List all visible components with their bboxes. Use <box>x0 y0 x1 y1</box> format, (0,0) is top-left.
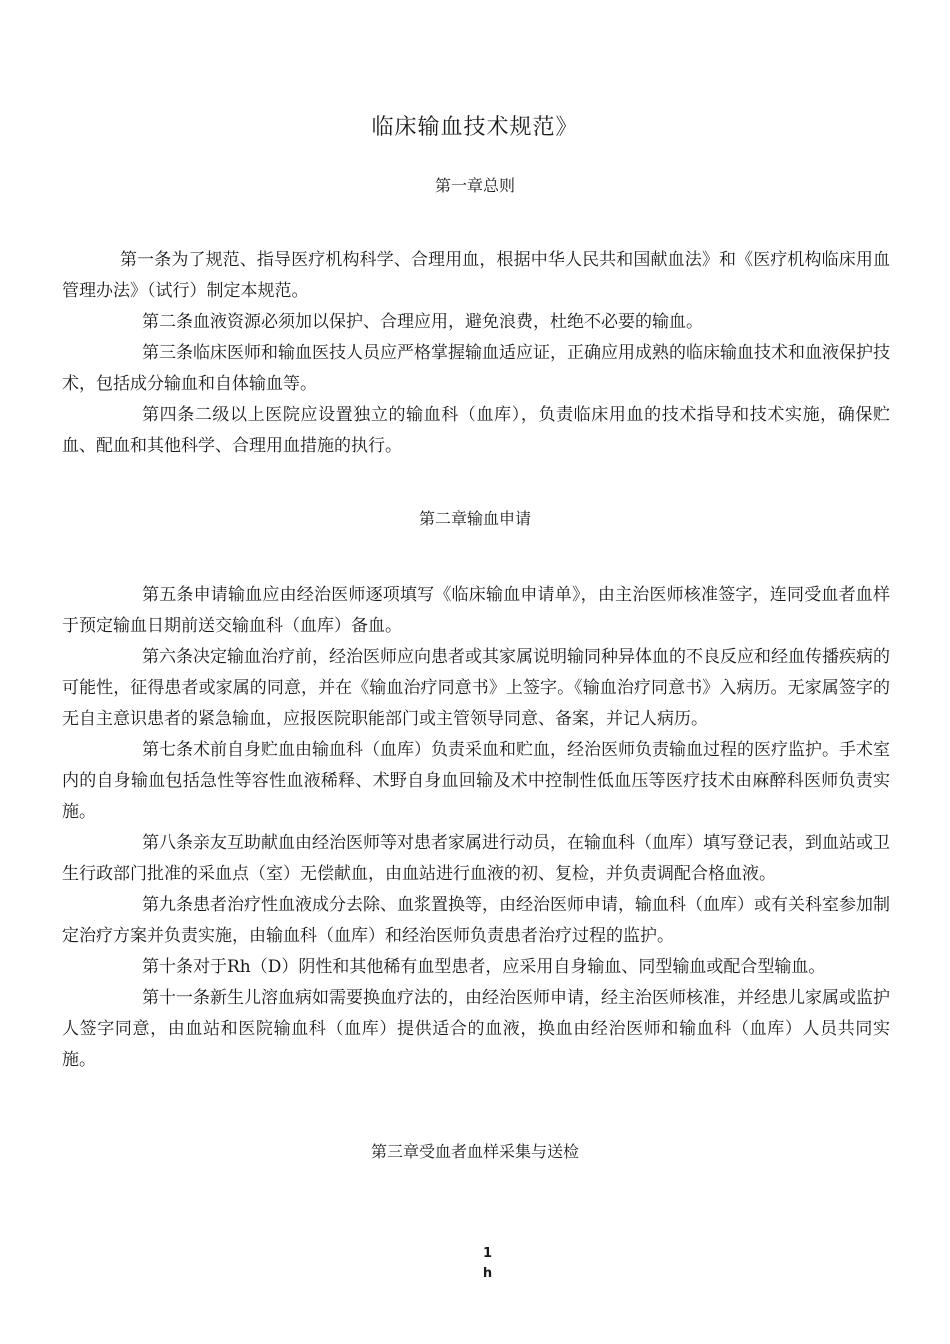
article-5: 第五条申请输血应由经治医师逐项填写《临床输血申请单》，由主治医师核准签字，连同受血者血样于预定输血日期前送交输血科（血库）备血。 <box>62 585 890 636</box>
article-3: 第三条临床医师和输血医技人员应严格掌握输血适应证，正确应用成熟的临床输血技术和血液保护技术，包括成分输血和自体输血等。 <box>62 343 890 394</box>
page-number-suffix: h <box>482 1266 493 1281</box>
page-number-value: 1 <box>482 1246 493 1261</box>
article-11: 第十一条新生儿溶血病如需要换血疗法的，由经治医师申请，经主治医师核准，并经患儿家属或监护人签字同意，由血站和医院输血科（血库）提供适合的血液，换血由经治医师和输血科（血库）人员共同实施。 <box>62 988 890 1070</box>
chapter-1-body <box>62 245 890 462</box>
article-6: 第六条决定输血治疗前，经治医师应向患者或其家属说明输同种异体血的不良反应和经血传播疾病的可能性，征得患者或家属的同意，并在《输血治疗同意书》上签字。《输血治疗同意书》入病历。无家属签字的无自主意识患者的紧急输血，应报医院职能部门或主管领导同意、备案，并记人病历。 <box>62 647 890 729</box>
article-4: 第四条二级以上医院应设置独立的输血科（血库），负责临床用血的技术指导和技术实施，确保贮血、配血和其他科学、合理用血措施的执行。 <box>62 405 890 456</box>
chapter-2-heading: 第二章输血申请 <box>418 509 531 528</box>
chapter-2-body <box>62 580 890 1076</box>
article-2: 第二条血液资源必须加以保护、合理应用，避免浪费，杜绝不必要的输血。 <box>142 312 703 332</box>
article-10: 第十条对于Rh（D）阴性和其他稀有血型患者，应采用自身输血、同型输血或配合型输血。 <box>142 957 826 977</box>
chapter-3-heading: 第三章受血者血样采集与送检 <box>370 1142 579 1161</box>
chapter-1-heading: 第一章总则 <box>434 176 515 195</box>
article-8: 第八条亲友互助献血由经治医师等对患者家属进行动员，在输血科（血库）填写登记表，到血站或卫生行政部门批准的采血点（室）无偿献血，由血站进行血液的初、复检，并负责调配合格血液。 <box>62 833 890 884</box>
page-number <box>0 1244 950 1284</box>
article-9: 第九条患者治疗性血液成分去除、血浆置换等，由经治医师申请，输血科（血库）或有关科室参加制定治疗方案并负责实施，由输血科（血库）和经治医师负责患者治疗过程的监护。 <box>62 895 890 946</box>
article-1: 第一条为了规范、指导医疗机构科学、合理用血，根据中华人民共和国献血法》和《医疗机构临床用血管理办法》（试行）制定本规范。 <box>62 250 890 301</box>
document-title: 临床输血技术规范》 <box>371 115 579 140</box>
article-7: 第七条术前自身贮血由输血科（血库）负责采血和贮血，经治医师负责输血过程的医疗监护。手术室内的自身输血包括急性等容性血液稀释、术野自身血回输及术中控制性低血压等医疗技术由麻醉科医师负责实施。 <box>62 740 890 822</box>
